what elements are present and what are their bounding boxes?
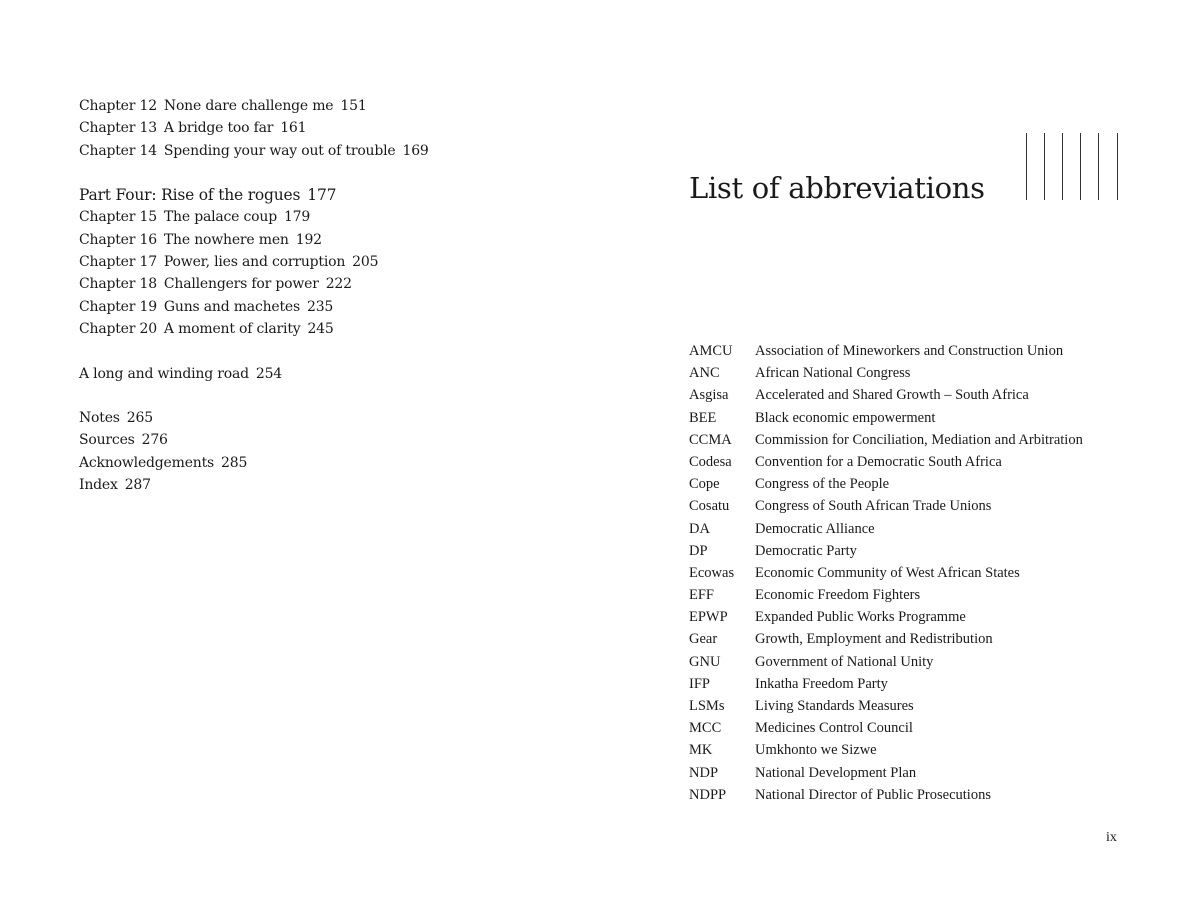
chapter-number: Chapter 15 (79, 209, 157, 226)
abbreviation-meaning: Economic Community of West African States (755, 564, 1020, 581)
entry-page: 287 (124, 477, 151, 494)
abbreviation-row (689, 451, 1129, 473)
abbreviation-code: GNU (689, 653, 721, 670)
chapter-number: Chapter 14 (79, 142, 157, 159)
abbreviation-code: NDP (689, 764, 719, 781)
chapter-number: Chapter 16 (79, 231, 157, 248)
toc-epilogue (79, 363, 599, 385)
abbreviation-code: MCC (689, 720, 722, 737)
abbreviation-meaning: Medicines Control Council (755, 720, 913, 737)
abbreviation-meaning: National Development Plan (755, 764, 917, 781)
toc-entry (79, 140, 599, 162)
abbreviation-row (689, 695, 1129, 717)
abbreviation-meaning: Accelerated and Shared Growth – South Africa (755, 387, 1029, 404)
abbreviation-code: CCMA (689, 431, 732, 448)
part-title: Part Four: Rise of the rogues (79, 186, 301, 205)
toc-entry (79, 474, 599, 496)
entry-page: 276 (141, 432, 168, 449)
entry-page: 265 (126, 410, 153, 427)
toc-entry (79, 117, 599, 139)
abbreviation-row (689, 384, 1129, 406)
chapter-page: 245 (307, 320, 334, 337)
abbreviation-code: LSMs (689, 698, 725, 714)
part-page: 177 (307, 186, 337, 205)
toc-entry (79, 95, 599, 117)
chapter-title: Power, lies and corruption (163, 254, 346, 271)
abbreviation-row (689, 540, 1129, 562)
abbreviation-code: Cope (689, 476, 720, 493)
toc-entry (79, 251, 599, 273)
entry-title: Acknowledgements (79, 454, 215, 471)
toc-spacer (79, 385, 599, 407)
abbreviation-row (689, 717, 1129, 739)
abbreviation-code: IFP (689, 675, 710, 692)
abbreviation-code: Cosatu (689, 498, 730, 515)
abbreviation-meaning: Growth, Employment and Redistribution (755, 631, 993, 648)
abbreviation-meaning: Democratic Party (755, 542, 857, 559)
chapter-number: Chapter 17 (79, 254, 157, 271)
abbreviation-row (689, 673, 1129, 695)
entry-title: Index (79, 477, 118, 494)
abbreviation-row (689, 628, 1129, 650)
decorative-bars (1026, 133, 1126, 200)
toc-spacer (79, 340, 599, 362)
chapter-page: 205 (352, 254, 379, 271)
chapter-page: 151 (340, 98, 367, 114)
abbreviation-code: EPWP (689, 609, 728, 626)
abbreviation-code: Ecowas (689, 564, 735, 581)
toc-back-matter (79, 407, 599, 496)
chapter-title: A bridge too far (163, 120, 274, 137)
chapter-page: 179 (283, 209, 311, 226)
abbreviation-code: Asgisa (689, 387, 729, 404)
abbreviation-row (689, 407, 1129, 429)
decorative-bar (1062, 133, 1063, 200)
toc-entry (79, 273, 599, 295)
epilogue-title: A long and winding road (79, 365, 249, 382)
abbreviation-row (689, 784, 1129, 806)
abbreviation-code: Gear (689, 631, 718, 648)
abbreviation-meaning: Congress of South African Trade Unions (755, 498, 992, 515)
toc-entry (79, 206, 599, 228)
abbreviation-row (689, 651, 1129, 673)
toc-entry (79, 452, 599, 474)
abbreviation-meaning: Expanded Public Works Programme (755, 609, 966, 626)
toc-entry (79, 296, 599, 318)
decorative-bar (1080, 133, 1081, 200)
abbreviation-meaning: Umkhonto we Sizwe (755, 742, 877, 759)
abbreviation-meaning: Black economic empowerment (755, 409, 936, 426)
abbreviation-code: ANC (689, 365, 720, 382)
chapter-page: 161 (280, 120, 307, 137)
abbreviation-list (689, 340, 1129, 806)
abbreviation-row (689, 562, 1129, 584)
chapter-number: Chapter 12 (79, 98, 157, 114)
abbreviation-row (689, 739, 1129, 761)
abbreviation-meaning: Economic Freedom Fighters (755, 587, 921, 604)
chapter-page: 192 (295, 231, 322, 248)
chapter-page: 169 (402, 142, 429, 159)
abbreviation-row (689, 606, 1129, 628)
abbreviation-meaning: Democratic Alliance (755, 520, 875, 537)
chapter-title: The nowhere men (163, 231, 289, 248)
decorative-bar (1044, 133, 1045, 200)
abbreviation-code: AMCU (689, 343, 733, 359)
chapter-title: A moment of clarity (163, 320, 301, 337)
abbreviation-row (689, 584, 1129, 606)
abbreviation-meaning: African National Congress (755, 365, 911, 382)
toc-entry (79, 407, 599, 429)
abbreviation-row (689, 762, 1129, 784)
abbreviation-meaning: National Director of Public Prosecutions (755, 786, 991, 803)
abbreviation-code: Codesa (689, 453, 732, 470)
abbreviation-meaning: Inkatha Freedom Party (755, 675, 888, 692)
abbreviation-code: DA (689, 520, 710, 537)
toc-entry (79, 429, 599, 451)
chapter-number: Chapter 19 (79, 298, 157, 315)
chapter-title: Challengers for power (163, 276, 319, 293)
chapter-number: Chapter 13 (79, 120, 157, 137)
abbreviation-code: DP (689, 542, 708, 559)
table-of-contents (79, 95, 599, 496)
toc-chapters-12-14 (79, 95, 599, 162)
entry-title: Notes (79, 410, 120, 427)
abbreviation-row (689, 473, 1129, 495)
abbreviation-row (689, 429, 1129, 451)
abbreviation-row (689, 518, 1129, 540)
abbreviation-meaning: Government of National Unity (755, 653, 934, 670)
abbreviation-row (689, 340, 1129, 362)
chapter-page: 222 (325, 276, 352, 293)
page-number: ix (1106, 830, 1117, 845)
abbreviation-meaning: Convention for a Democratic South Africa (755, 453, 1002, 470)
chapter-title: The palace coup (163, 209, 277, 226)
decorative-bar (1098, 133, 1099, 200)
page-title: List of abbreviations (689, 171, 985, 205)
chapter-number: Chapter 20 (79, 320, 157, 337)
abbreviation-meaning: Living Standards Measures (755, 698, 914, 714)
toc-entry (79, 318, 599, 340)
entry-page: 285 (221, 454, 248, 471)
chapter-page: 235 (307, 298, 334, 315)
abbreviation-code: BEE (689, 409, 717, 426)
toc-spacer (79, 162, 599, 184)
toc-part-four (79, 184, 599, 206)
abbreviation-row (689, 362, 1129, 384)
abbreviation-row (689, 495, 1129, 517)
chapter-title: None dare challenge me (163, 98, 334, 114)
chapter-title: Spending your way out of trouble (163, 142, 396, 159)
abbreviation-meaning: Association of Mineworkers and Construction Union (755, 343, 1064, 359)
abbreviation-code: NDPP (689, 786, 727, 803)
abbreviation-code: MK (689, 742, 713, 759)
epilogue-page: 254 (255, 365, 282, 382)
chapter-number: Chapter 18 (79, 276, 157, 293)
toc-entry (79, 229, 599, 251)
abbreviation-code: EFF (689, 587, 714, 604)
chapter-title: Guns and machetes (163, 298, 300, 315)
entry-title: Sources (79, 432, 135, 449)
abbreviation-meaning: Congress of the People (755, 476, 890, 493)
decorative-bar (1117, 133, 1118, 200)
decorative-bar (1026, 133, 1027, 200)
toc-chapters-15-20 (79, 206, 599, 340)
abbreviation-meaning: Commission for Conciliation, Mediation and Arbitration (755, 431, 1083, 448)
